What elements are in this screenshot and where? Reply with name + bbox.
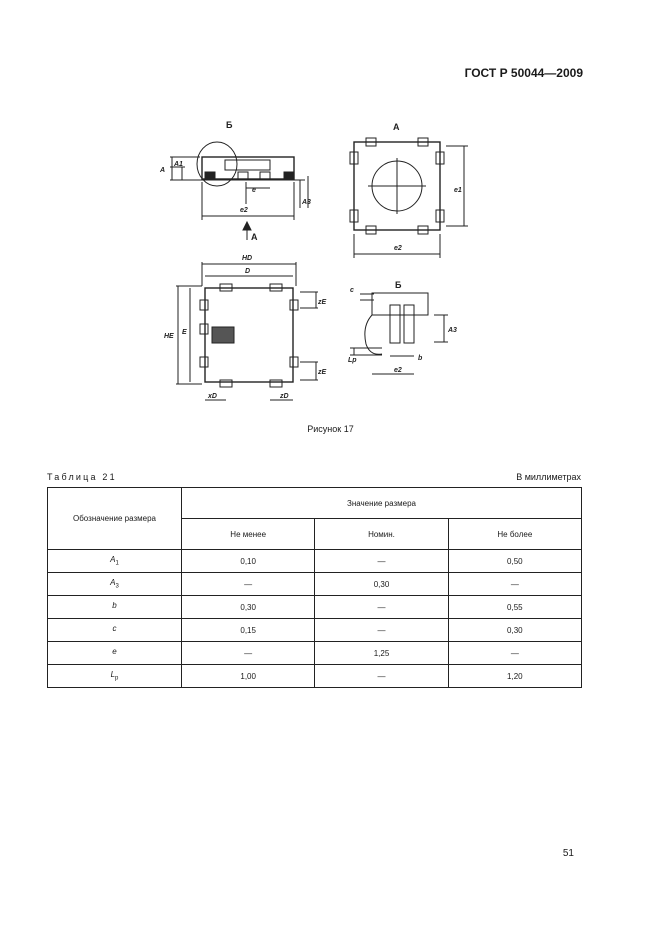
dim-ze-bottom: zE	[318, 369, 327, 376]
cell-symbol: b	[48, 596, 182, 619]
header-value-group: Значение размера	[182, 488, 582, 519]
label-arrow-a: А	[251, 232, 258, 242]
table-units: В миллиметрах	[516, 472, 581, 482]
dim-e2-side: e2	[240, 207, 248, 214]
cell-symbol: $A_3$	[48, 573, 182, 596]
figure-17-drawing	[150, 112, 480, 412]
table-row	[48, 619, 582, 642]
cell-min: —	[182, 573, 315, 596]
cell-max: 0,55	[448, 596, 581, 619]
dim-ze-top: zE	[318, 299, 327, 306]
cell-max: 0,30	[448, 619, 581, 642]
cell-min: 0,30	[182, 596, 315, 619]
dim-lp: Lp	[348, 357, 357, 364]
dim-xd: xD	[208, 393, 217, 400]
table-row	[48, 550, 582, 573]
dim-c: c	[350, 287, 354, 294]
cell-max: 0,50	[448, 550, 581, 573]
dim-d: D	[245, 268, 251, 275]
cell-symbol: $L_p$	[48, 665, 182, 688]
table-row	[48, 642, 582, 665]
header-nom: Номин.	[315, 519, 448, 550]
detail-b	[350, 293, 448, 374]
dim-he: HE	[164, 333, 174, 340]
label-view-a: А	[393, 122, 400, 132]
cell-max: —	[448, 642, 581, 665]
cell-nom: —	[315, 596, 448, 619]
header-min: Не менее	[182, 519, 315, 550]
table-row	[48, 573, 582, 596]
dimensions-table	[47, 487, 582, 688]
cell-nom: —	[315, 619, 448, 642]
cell-min: 1,00	[182, 665, 315, 688]
dim-hd: HD	[242, 255, 253, 262]
cell-max: —	[448, 573, 581, 596]
page-number: 51	[562, 848, 574, 859]
dim-e-height: E	[182, 329, 187, 336]
dim-a: A	[160, 167, 166, 174]
dim-e: e	[252, 187, 256, 194]
cell-nom: 1,25	[315, 642, 448, 665]
dim-zd: zD	[280, 393, 289, 400]
figure-caption: Рисунок 17	[307, 424, 354, 434]
dim-e2-detail: e2	[394, 367, 402, 374]
table-label: Таблица 21	[47, 472, 117, 482]
cell-min: —	[182, 642, 315, 665]
dim-e2-top: e2	[394, 245, 402, 252]
dim-a3: A3	[302, 199, 311, 206]
header-designation: Обозначение размера	[48, 488, 182, 550]
side-view	[170, 142, 308, 220]
cell-min: 0,15	[182, 619, 315, 642]
cell-max: 1,20	[448, 665, 581, 688]
top-view-a	[350, 138, 468, 258]
label-detail-b: Б	[395, 280, 402, 290]
document-header: ГОСТ Р 50044—2009	[464, 66, 583, 80]
table-row	[48, 596, 582, 619]
cell-symbol: e	[48, 642, 182, 665]
bottom-view	[176, 262, 318, 400]
dim-b: b	[418, 355, 423, 362]
header-max: Не более	[448, 519, 581, 550]
cell-symbol: c	[48, 619, 182, 642]
cell-nom: —	[315, 665, 448, 688]
cell-nom: —	[315, 550, 448, 573]
cell-min: 0,10	[182, 550, 315, 573]
dim-e1: e1	[454, 187, 462, 194]
cell-nom: 0,30	[315, 573, 448, 596]
table-row	[48, 665, 582, 688]
dim-a1: A1	[174, 161, 183, 168]
cell-symbol: $A_1$	[48, 550, 182, 573]
dim-a3-detail: A3	[448, 327, 457, 334]
label-view-b: Б	[226, 120, 233, 130]
